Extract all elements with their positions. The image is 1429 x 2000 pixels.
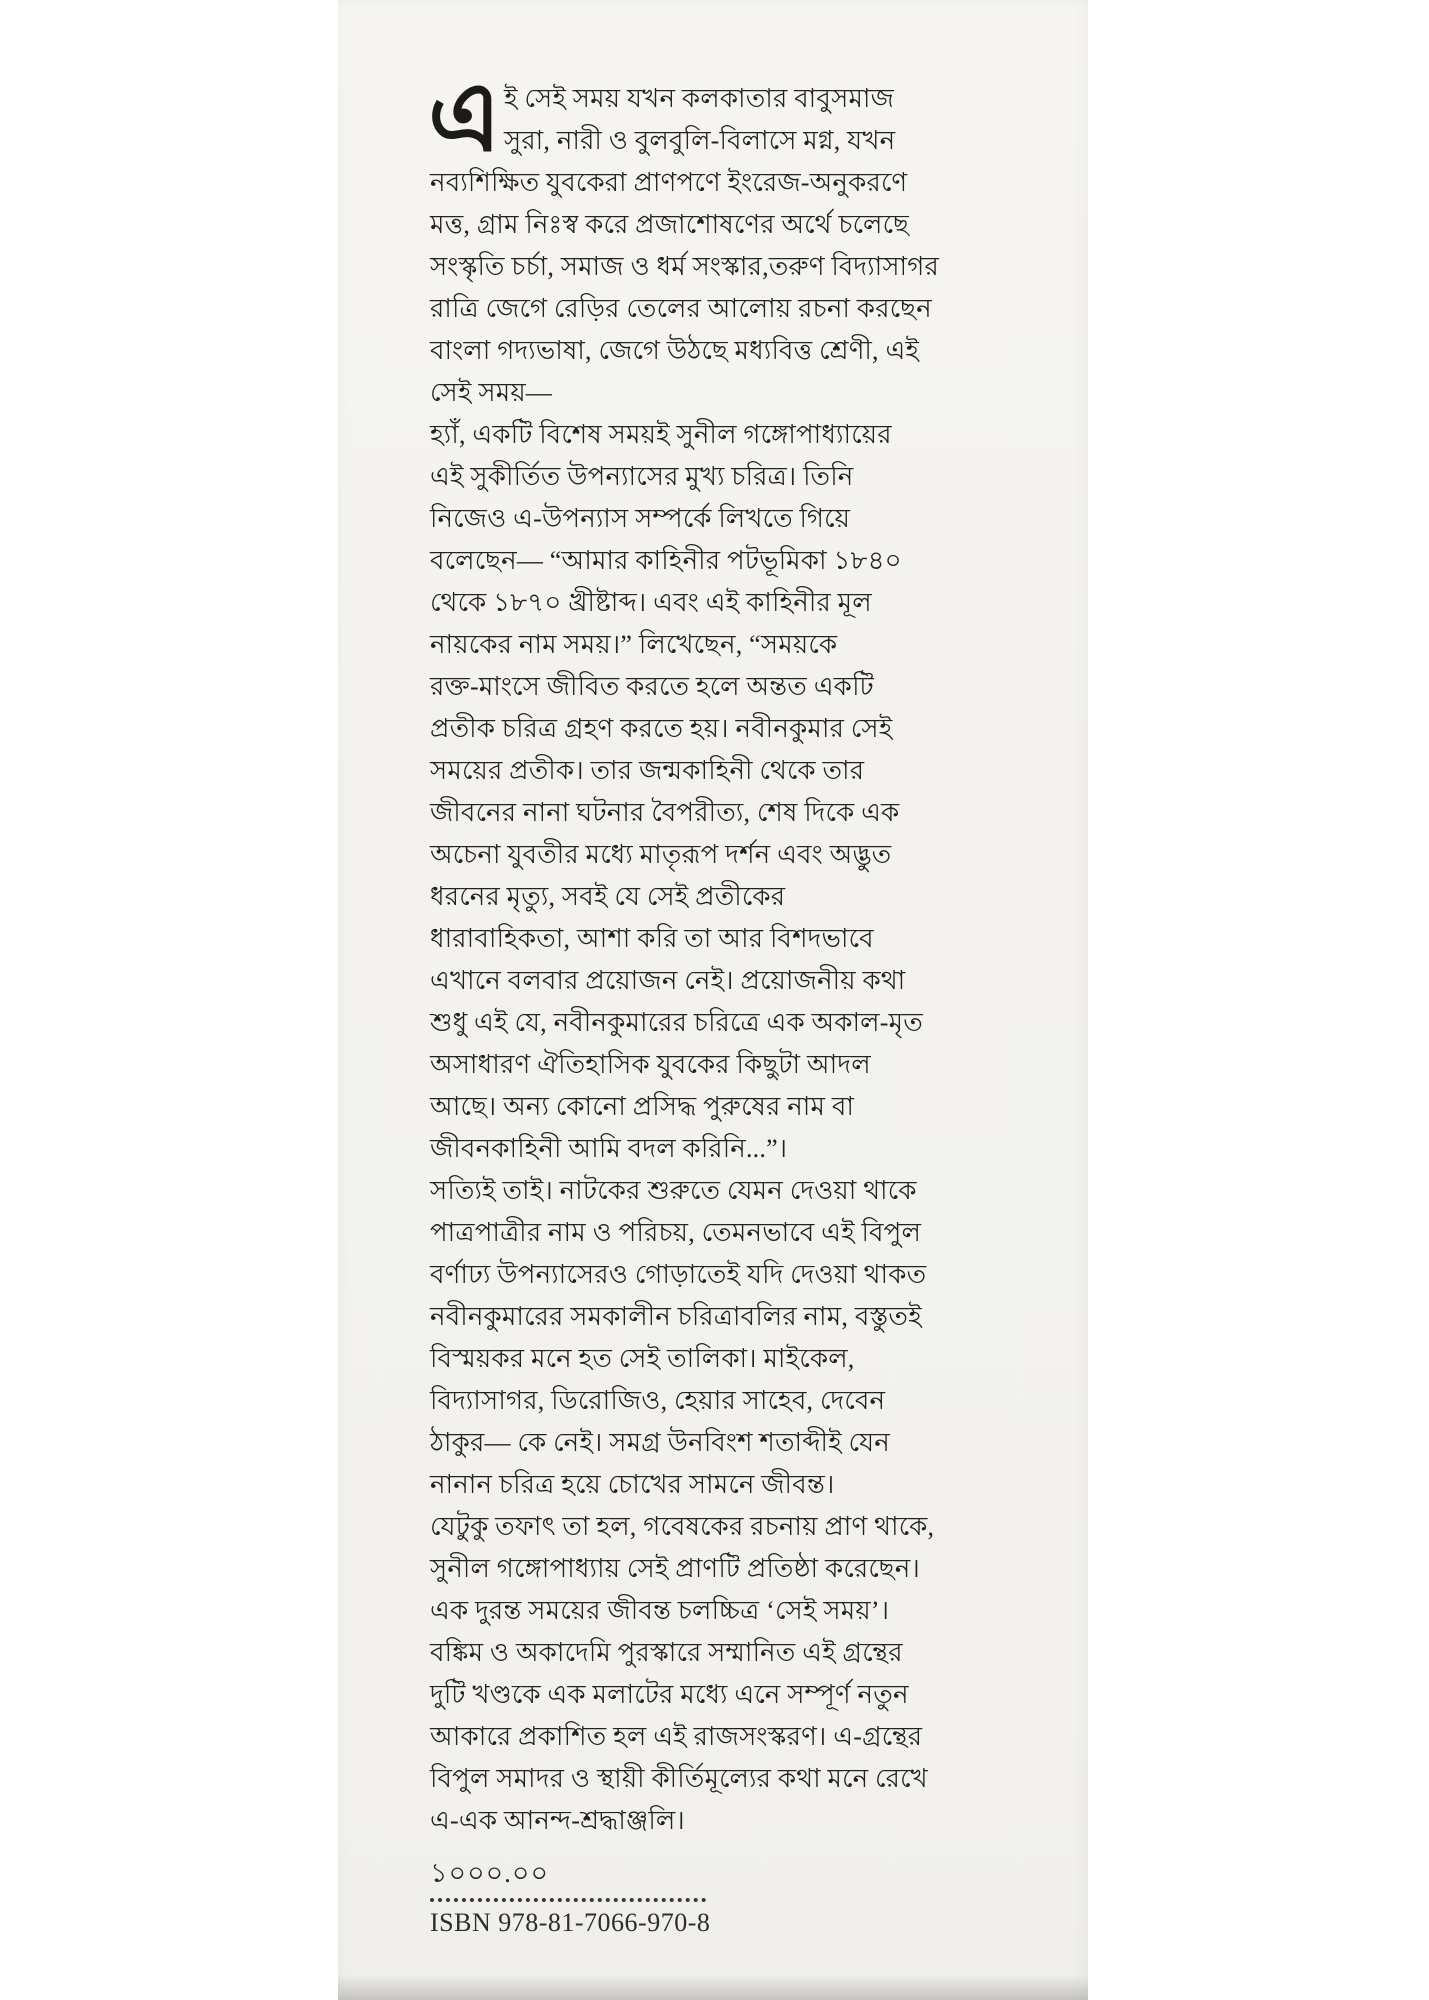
text-line: বিদ্যাসাগর, ডিরোজিও, হেয়ার সাহেব, দেবেন: [430, 1386, 886, 1415]
text-line: পাত্রপাত্রীর নাম ও পরিচয়, তেমনভাবে এই বিপুল: [430, 1218, 922, 1247]
text-line: নায়কের নাম সময়।” লিখেছেন, “সময়কে: [430, 630, 838, 659]
text-line: নব্যশিক্ষিত যুবকেরা প্রাণপণে ইংরেজ-অনুকরণে: [430, 168, 908, 197]
text-line: সুনীল গঙ্গোপাধ্যায় সেই প্রাণটি প্রতিষ্ঠা করেছেন।: [430, 1554, 920, 1583]
text-line: আছে। অন্য কোনো প্রসিদ্ধ পুরুষের নাম বা: [430, 1092, 855, 1121]
price-label: ১০০০.০০: [430, 1858, 550, 1888]
text-line: বিস্ময়কর মনে হত সেই তালিকা। মাইকেল,: [430, 1344, 855, 1373]
flap-body-paragraph: [428, 64, 1030, 1842]
text-line: সংস্কৃতি চর্চা, সমাজ ও ধর্ম সংস্কার,তরুণ বিদ্যাসাগর: [430, 252, 940, 281]
text-line: আকারে প্রকাশিত হল এই রাজসংস্করণ। এ-গ্রন্থের: [430, 1722, 923, 1751]
text-line: নবীনকুমারের সমকালীন চরিত্রাবলির নাম, বস্তুতই: [430, 1302, 922, 1331]
text-line: হ্যাঁ, একটি বিশেষ সময়ই সুনীল গঙ্গোপাধ্যায়ের: [430, 420, 892, 449]
text-line: যেটুকু তফাৎ তা হল, গবেষকের রচনায় প্রাণ থাকে,: [430, 1512, 935, 1541]
text-line: নানান চরিত্র হয়ে চোখের সামনে জীবন্ত।: [430, 1470, 835, 1499]
text-line: প্রতীক চরিত্র গ্রহণ করতে হয়। নবীনকুমার সেই: [430, 714, 893, 743]
text-line: ধরনের মৃত্যু, সবই যে সেই প্রতীকের: [430, 882, 786, 911]
text-line: থেকে ১৮৭০ খ্রীষ্টাব্দ। এবং এই কাহিনীর মূল: [430, 588, 872, 617]
text-line: রক্ত-মাংসে জীবিত করতে হলে অন্তত একটি: [430, 672, 874, 701]
text-line: এখানে বলবার প্রয়োজন নেই। প্রয়োজনীয় কথা: [430, 966, 906, 995]
text-line: সেই সময়—: [430, 378, 553, 407]
text-line: জীবনের নানা ঘটনার বৈপরীত্য, শেষ দিকে এক: [430, 798, 900, 827]
text-line: এ-এক আনন্দ-শ্রদ্ধাঞ্জলি।: [430, 1806, 685, 1835]
text-line: মত্ত, গ্রাম নিঃস্ব করে প্রজাশোষণের অর্থে চলেছে: [430, 210, 910, 239]
text-line: এক দুরন্ত সময়ের জীবন্ত চলচ্চিত্র ‘সেই সময়’।: [430, 1596, 890, 1625]
text-line: শুধু এই যে, নবীনকুমারের চরিত্রে এক অকাল-মৃত: [430, 1008, 923, 1037]
text-line: জীবনকাহিনী আমি বদল করিনি...”।: [430, 1134, 788, 1163]
text-line: সত্যিই তাই। নাটকের শুরুতে যেমন দেওয়া থাকে: [430, 1176, 917, 1205]
page-bottom-edge: [338, 1974, 1088, 2000]
drop-cap-letter: এ: [428, 64, 502, 171]
isbn-label: ISBN 978-81-7066-970-8: [430, 1908, 711, 1937]
text-line: বিপুল সমাদর ও স্থায়ী কীর্তিমূল্যের কথা মনে রেখে: [430, 1764, 928, 1793]
body-text-lines: [430, 78, 1030, 1842]
text-line: সুরা, নারী ও বুলবুলি-বিলাসে মগ্ন, যখন: [504, 126, 896, 155]
text-line: রাত্রি জেগে রেড়ির তেলের আলোয় রচনা করছেন: [430, 294, 932, 323]
text-line: অচেনা যুবতীর মধ্যে মাতৃরূপ দর্শন এবং অদ্ভুত: [430, 840, 892, 869]
colophon-block: [430, 1858, 710, 1938]
dotted-divider: [430, 1898, 706, 1902]
text-line: অসাধারণ ঐতিহাসিক যুবকের কিছুটা আদল: [430, 1050, 871, 1079]
text-line: নিজেও এ-উপন্যাস সম্পর্কে লিখতে গিয়ে: [430, 504, 851, 533]
book-flap-page: [338, 0, 1088, 2000]
text-line: ই সেই সময় যখন কলকাতার বাবুসমাজ: [504, 84, 895, 113]
text-line: সময়ের প্রতীক। তার জন্মকাহিনী থেকে তার: [430, 756, 865, 785]
text-line: বাংলা গদ্যভাষা, জেগে উঠছে মধ্যবিত্ত শ্রেণী, এই: [430, 336, 920, 365]
text-line: ঠাকুর— কে নেই। সমগ্র উনবিংশ শতাব্দীই যেন: [430, 1428, 890, 1457]
text-line: বলেছেন— “আমার কাহিনীর পটভূমিকা ১৮৪০: [430, 546, 902, 575]
text-line: বঙ্কিম ও অকাদেমি পুরস্কারে সম্মানিত এই গ্রন্থের: [430, 1638, 903, 1667]
text-line: দুটি খণ্ডকে এক মলাটের মধ্যে এনে সম্পূর্ণ নতুন: [430, 1680, 909, 1709]
text-line: বর্ণাঢ্য উপন্যাসেরও গোড়াতেই যদি দেওয়া থাকত: [430, 1260, 927, 1289]
text-line: ধারাবাহিকতা, আশা করি তা আর বিশদভাবে: [430, 924, 874, 953]
text-line: এই সুকীর্তিত উপন্যাসের মুখ্য চরিত্র। তিনি: [430, 462, 854, 491]
